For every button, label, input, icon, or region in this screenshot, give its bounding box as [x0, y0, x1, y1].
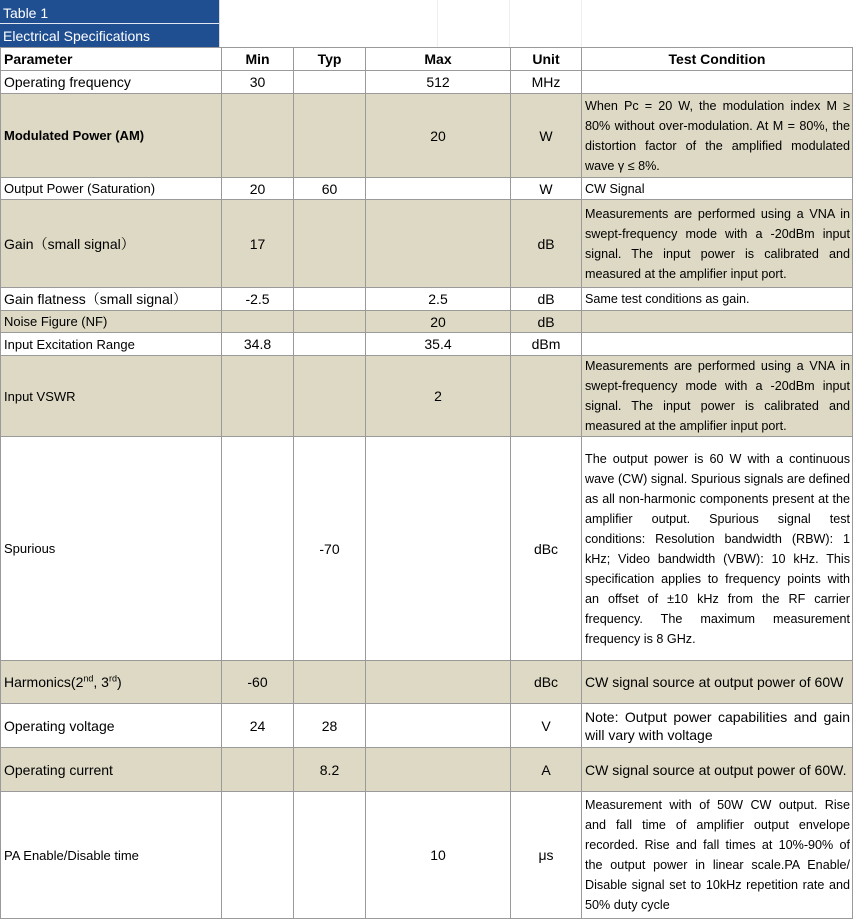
table-row	[1, 437, 853, 661]
min-cell: 20	[222, 178, 294, 200]
typ-cell: -70	[294, 437, 366, 661]
typ-cell	[294, 200, 366, 288]
min-cell: -60	[222, 661, 294, 704]
table-row	[1, 748, 853, 792]
max-cell	[366, 661, 511, 704]
header-parameter: Parameter	[1, 48, 222, 71]
header-test-condition: Test Condition	[582, 48, 853, 71]
unit-cell: dB	[511, 288, 582, 311]
parameter-cell: Operating voltage	[1, 704, 222, 748]
min-cell: 34.8	[222, 333, 294, 356]
title-divider	[0, 23, 219, 24]
parameter-cell: Gain flatness（small signal）	[1, 288, 222, 311]
parameter-cell: Gain（small signal）	[1, 200, 222, 288]
max-cell: 10	[366, 792, 511, 919]
condition-cell: The output power is 60 W with a continuous wave (CW) signal. Spurious signals are defined as all non-harmonic components present at the amplifier output. Spurious signal test conditions: Resolution bandwidth (RBW): 1 kHz; Video bandwidth (VBW): 10 kHz. This specification applies to frequency points with an offset of ±10 kHz from the RF carrier frequency. The maximum measurement frequency is 8 GHz.	[582, 437, 853, 661]
typ-cell	[294, 792, 366, 919]
unit-cell	[511, 356, 582, 437]
typ-cell	[294, 94, 366, 178]
max-cell	[366, 178, 511, 200]
grid-line	[581, 0, 582, 47]
min-cell: 30	[222, 71, 294, 94]
parameter-cell: Operating current	[1, 748, 222, 792]
min-cell: -2.5	[222, 288, 294, 311]
max-cell: 20	[366, 311, 511, 333]
condition-cell: Measurements are performed using a VNA in swept-frequency mode with a -20dBm input signal. The input power is calibrated and measured at the amplifier input port.	[582, 200, 853, 288]
parameter-cell: PA Enable/Disable time	[1, 792, 222, 919]
condition-cell	[582, 333, 853, 356]
table-caption: Electrical Specifications	[3, 28, 151, 44]
header-typ: Typ	[294, 48, 366, 71]
parameter-cell: Input Excitation Range	[1, 333, 222, 356]
grid-line	[437, 0, 438, 47]
min-cell: 24	[222, 704, 294, 748]
max-cell: 2.5	[366, 288, 511, 311]
typ-cell	[294, 333, 366, 356]
typ-cell	[294, 311, 366, 333]
min-cell	[222, 356, 294, 437]
condition-cell: Measurement with of 50W CW output. Rise and fall time of amplifier output envelope recorded. Rise and fall times at 10%-90% of the output power in linear scale.PA Enable/ Disable signal set to 10kHz repetition rate and 50% duty cycle	[582, 792, 853, 919]
max-cell	[366, 200, 511, 288]
condition-cell: Same test conditions as gain.	[582, 288, 853, 311]
header-row	[1, 48, 853, 71]
unit-cell: W	[511, 94, 582, 178]
unit-cell: dB	[511, 200, 582, 288]
harmonics-label-mid: , 3	[93, 674, 109, 690]
unit-cell: MHz	[511, 71, 582, 94]
unit-cell: V	[511, 704, 582, 748]
condition-cell: CW signal source at output power of 60W.	[582, 748, 853, 792]
typ-cell: 8.2	[294, 748, 366, 792]
min-cell	[222, 94, 294, 178]
typ-cell	[294, 356, 366, 437]
condition-cell: CW Signal	[582, 178, 853, 200]
table-title-block	[0, 0, 219, 47]
unit-cell: dBc	[511, 437, 582, 661]
parameter-cell: Modulated Power (AM)	[1, 94, 222, 178]
condition-cell: CW signal source at output power of 60W	[582, 661, 853, 704]
typ-cell: 28	[294, 704, 366, 748]
grid-line	[509, 0, 510, 47]
harmonics-label: Harmonics(2	[4, 674, 84, 690]
unit-cell: A	[511, 748, 582, 792]
header-min: Min	[222, 48, 294, 71]
min-cell	[222, 748, 294, 792]
table-row	[1, 200, 853, 288]
max-cell: 35.4	[366, 333, 511, 356]
parameter-cell	[1, 661, 222, 704]
header-max: Max	[366, 48, 511, 71]
min-cell	[222, 311, 294, 333]
table-number: Table 1	[3, 5, 49, 21]
header-unit: Unit	[511, 48, 582, 71]
condition-cell: Measurements are performed using a VNA in swept-frequency mode with a -20dBm input signal. The input power is calibrated and measured at the amplifier input port.	[582, 356, 853, 437]
typ-cell: 60	[294, 178, 366, 200]
max-cell: 512	[366, 71, 511, 94]
title-cell-border	[219, 0, 220, 47]
condition-cell	[582, 71, 853, 94]
typ-cell	[294, 288, 366, 311]
parameter-cell: Output Power (Saturation)	[1, 178, 222, 200]
harmonics-label-end: )	[116, 674, 122, 690]
unit-cell: dB	[511, 311, 582, 333]
table-row	[1, 661, 853, 704]
table-row	[1, 356, 853, 437]
condition-cell	[582, 311, 853, 333]
table-row	[1, 792, 853, 919]
max-cell	[366, 748, 511, 792]
unit-cell: W	[511, 178, 582, 200]
min-cell: 17	[222, 200, 294, 288]
max-cell: 20	[366, 94, 511, 178]
parameter-cell: Spurious	[1, 437, 222, 661]
unit-cell: dBm	[511, 333, 582, 356]
table-row	[1, 704, 853, 748]
table-row	[1, 71, 853, 94]
unit-cell: dBc	[511, 661, 582, 704]
typ-cell	[294, 71, 366, 94]
condition-cell: When Pc = 20 W, the modulation index M ≥ 80% without over-modulation. At M = 80%, the distortion factor of the amplified modulated wave γ ≤ 8%.	[582, 94, 853, 178]
min-cell	[222, 792, 294, 919]
superscript-nd: nd	[83, 673, 94, 684]
table-row	[1, 178, 853, 200]
typ-cell	[294, 661, 366, 704]
table-row	[1, 94, 853, 178]
max-cell	[366, 437, 511, 661]
parameter-cell: Input VSWR	[1, 356, 222, 437]
table-row	[1, 311, 853, 333]
parameter-cell: Noise Figure (NF)	[1, 311, 222, 333]
min-cell	[222, 437, 294, 661]
table-row	[1, 333, 853, 356]
condition-cell: Note: Output power capabilities and gain will vary with voltage	[582, 704, 853, 748]
max-cell	[366, 704, 511, 748]
electrical-specifications-table	[0, 47, 853, 919]
unit-cell: μs	[511, 792, 582, 919]
table-row	[1, 288, 853, 311]
parameter-cell: Operating frequency	[1, 71, 222, 94]
max-cell: 2	[366, 356, 511, 437]
superscript-rd: rd	[108, 673, 117, 684]
